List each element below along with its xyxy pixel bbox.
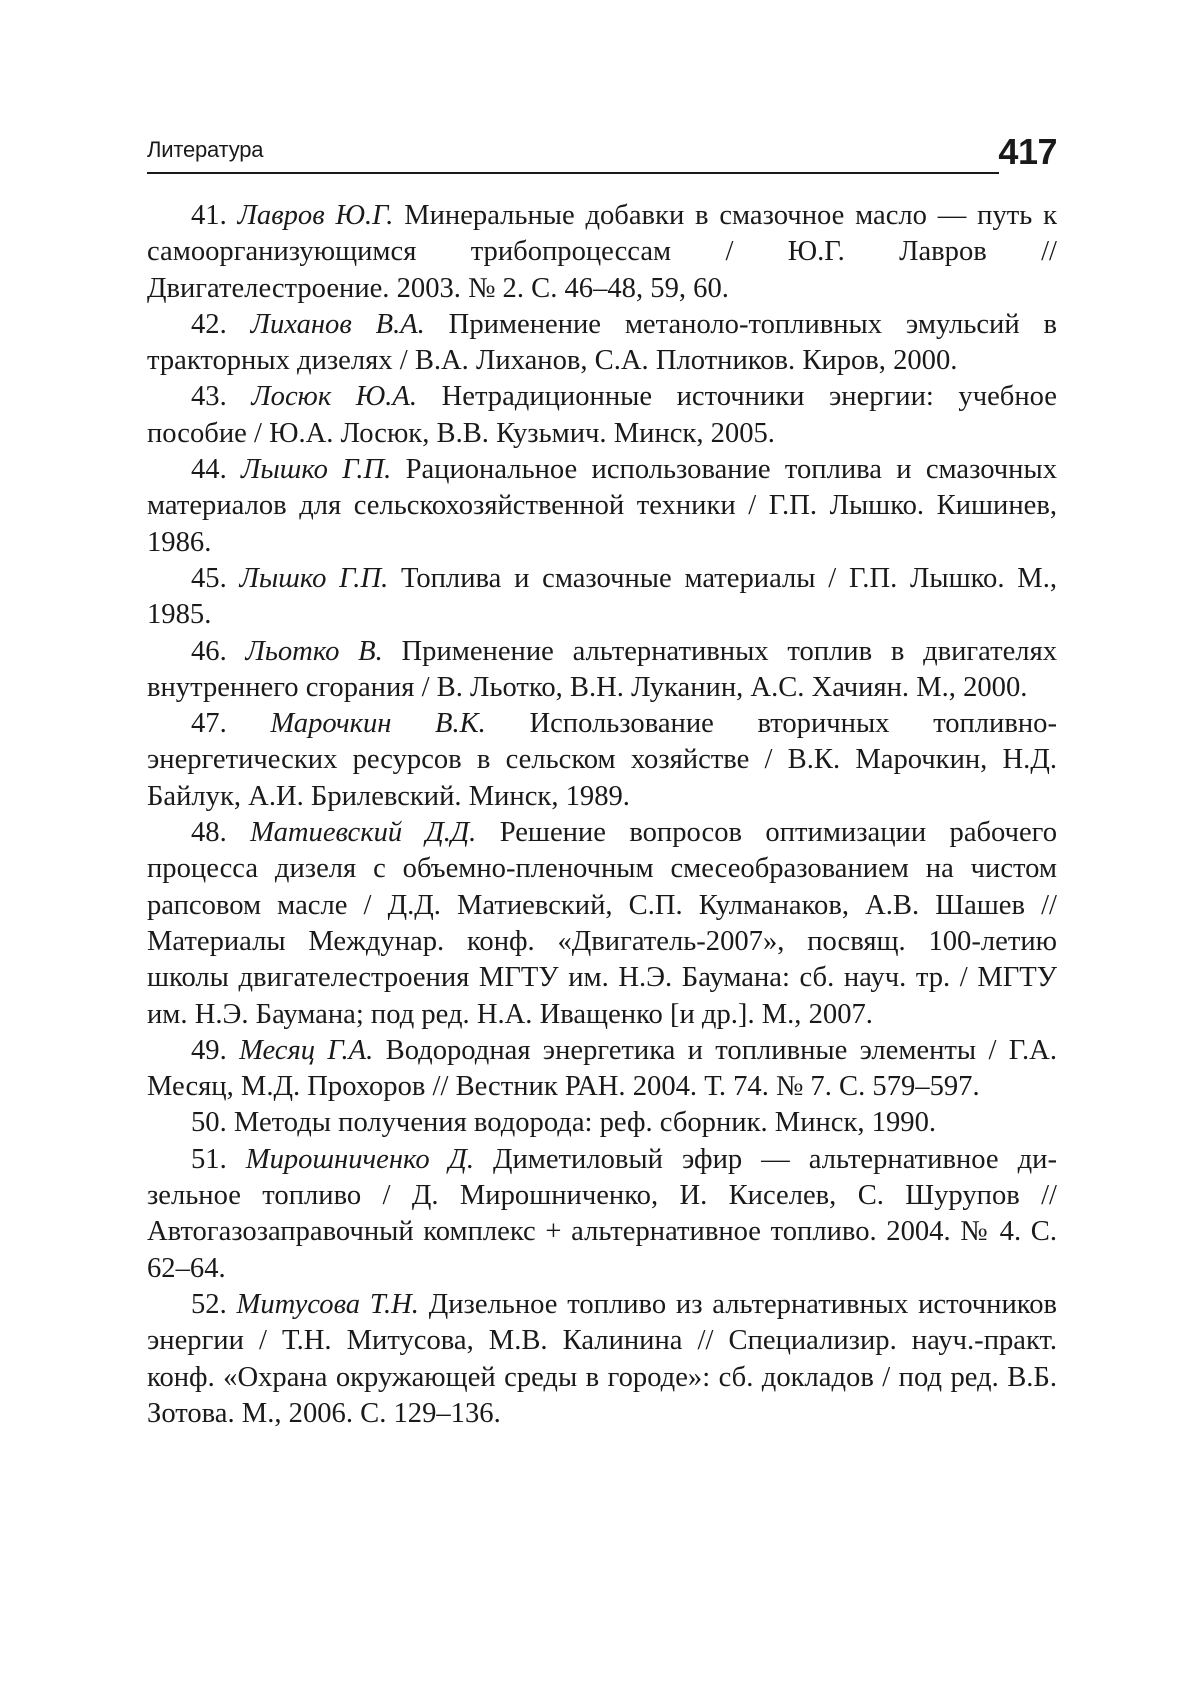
entry-text: Дизельное топливо из альтернативных источников энергии / Т.Н. Митусова, М.В. Калинина // Специализир. науч.-практ. конф. «Охрана окружающей среды в городе»: сб. докладов / под ред. В.Б. Зотова. М., 2006. С. 129–136. <box>147 1288 1057 1429</box>
entry-text: Применение альтернативных топлив в двигателях внутреннего сгорания / В. Льотко, В.Н. Луканин, А.С. Хачиян. М., 2000. <box>147 635 1058 703</box>
entry-number: 49. <box>191 1034 227 1066</box>
bibliography-entry-51 <box>147 1142 1057 1287</box>
entry-text: Диметиловый эфир — альтернативное дизельное топливо / Д. Мирошниченко, И. Киселев, С. Шурупов // Автогазозаправочный комплекс + альтернативное топливо. 2004. № 4. С. 62–64. <box>147 1143 1057 1284</box>
bibliography-entry-43 <box>147 379 1057 452</box>
entry-number: 45. <box>191 562 227 594</box>
entry-number: 50. <box>191 1107 227 1139</box>
entry-number: 43. <box>191 381 227 413</box>
bibliography-entry-44 <box>147 452 1057 561</box>
entry-author: Мирошниченко Д. <box>245 1143 474 1175</box>
entry-author: Месяц Г.А. <box>239 1034 374 1066</box>
entry-number: 41. <box>191 200 227 231</box>
bibliography-entry-52 <box>147 1287 1057 1432</box>
entry-author: Лышко Г.П. <box>239 562 389 594</box>
header-rule <box>147 172 999 174</box>
entry-text: Решение вопросов оптимизации рабочего процесса дизеля с объемно-пленочным смесеобразованием на чистом рапсовом масле / Д.Д. Матиевский, С.П. Кулманаков, А.В. Шашев // Материалы Междунар. конф. «Двигатель-2007», посвящ. 100-летию школы двигателестроения МГТУ им. Н.Э. Баумана: сб. науч. тр. / МГТУ им. Н.Э. Баумана; под ред. Н.А. Иващенко [и др.]. М., 2007. <box>147 817 1057 1030</box>
entry-number: 47. <box>191 708 227 740</box>
entry-author: Марочкин В.К. <box>270 708 486 740</box>
entry-number: 51. <box>191 1143 227 1175</box>
entry-author: Лосюк Ю.А. <box>251 381 418 413</box>
entry-number: 42. <box>191 308 227 340</box>
bibliography-list <box>147 198 1057 1432</box>
entry-number: 52. <box>191 1288 227 1320</box>
bibliography-entry-49 <box>147 1033 1057 1106</box>
entry-author: Лиханов В.А. <box>250 308 425 340</box>
entry-text: Нетрадиционные источники энергии: учебное пособие / Ю.А. Лосюк, В.В. Кузьмич. Минск, 2005. <box>147 381 1057 449</box>
bibliography-entry-45 <box>147 561 1057 634</box>
entry-author: Льотко В. <box>245 635 383 667</box>
page-number: 417 <box>998 131 1057 172</box>
bibliography-entry-41 <box>147 198 1057 307</box>
entry-text: Водородная энергетика и топливные элементы / Г.А. Месяц, М.Д. Прохоров // Вестник РАН. 2004. Т. 74. № 7. С. 579–597. <box>147 1034 1057 1103</box>
bibliography-entry-47 <box>147 706 1057 815</box>
entry-author: Матиевский Д.Д. <box>250 817 477 849</box>
entry-text: Использование вторичных топливно-энергетических ресурсов в сельском хозяйстве / В.К. Марочкин, Н.Д. Байлук, А.И. Брилевский. Минск, 1989. <box>147 708 1057 812</box>
bibliography-entry-48 <box>147 815 1057 1033</box>
entry-author: Лышко Г.П. <box>241 454 392 486</box>
entry-text: Применение метаноло-топливных эмульсий в тракторных дизелях / В.А. Лиханов, С.А. Плотников. Киров, 2000. <box>147 308 1057 377</box>
bibliography-entry-50 <box>147 1105 1057 1141</box>
entry-text: Минеральные добавки в смазочное масло — путь к самоорганизующимся трибопроцессам / Ю.Г. Лавров // Двигателестроение. 2003. № 2. С. 46–48, 59, 60. <box>147 200 1058 304</box>
entry-author: Лавров Ю.Г. <box>237 200 394 231</box>
entry-number: 44. <box>191 454 227 486</box>
running-title: Литература <box>147 137 264 162</box>
entry-number: 46. <box>191 635 227 667</box>
bibliography-entry-42 <box>147 307 1057 380</box>
entry-text: Методы получения водорода: реф. сборник. Минск, 1990. <box>233 1107 937 1139</box>
entry-text: Топлива и смазочные материалы / Г.П. Лышко. М., 1985. <box>147 562 1057 631</box>
entry-text: Рациональное использование топлива и смазочных материалов для сельскохозяйственной техники / Г.П. Лышко. Кишинев, 1986. <box>147 454 1057 558</box>
bibliography-entry-46 <box>147 634 1057 707</box>
entry-author: Митусова Т.Н. <box>236 1288 419 1320</box>
entry-number: 48. <box>191 817 227 849</box>
running-header <box>147 128 1057 174</box>
